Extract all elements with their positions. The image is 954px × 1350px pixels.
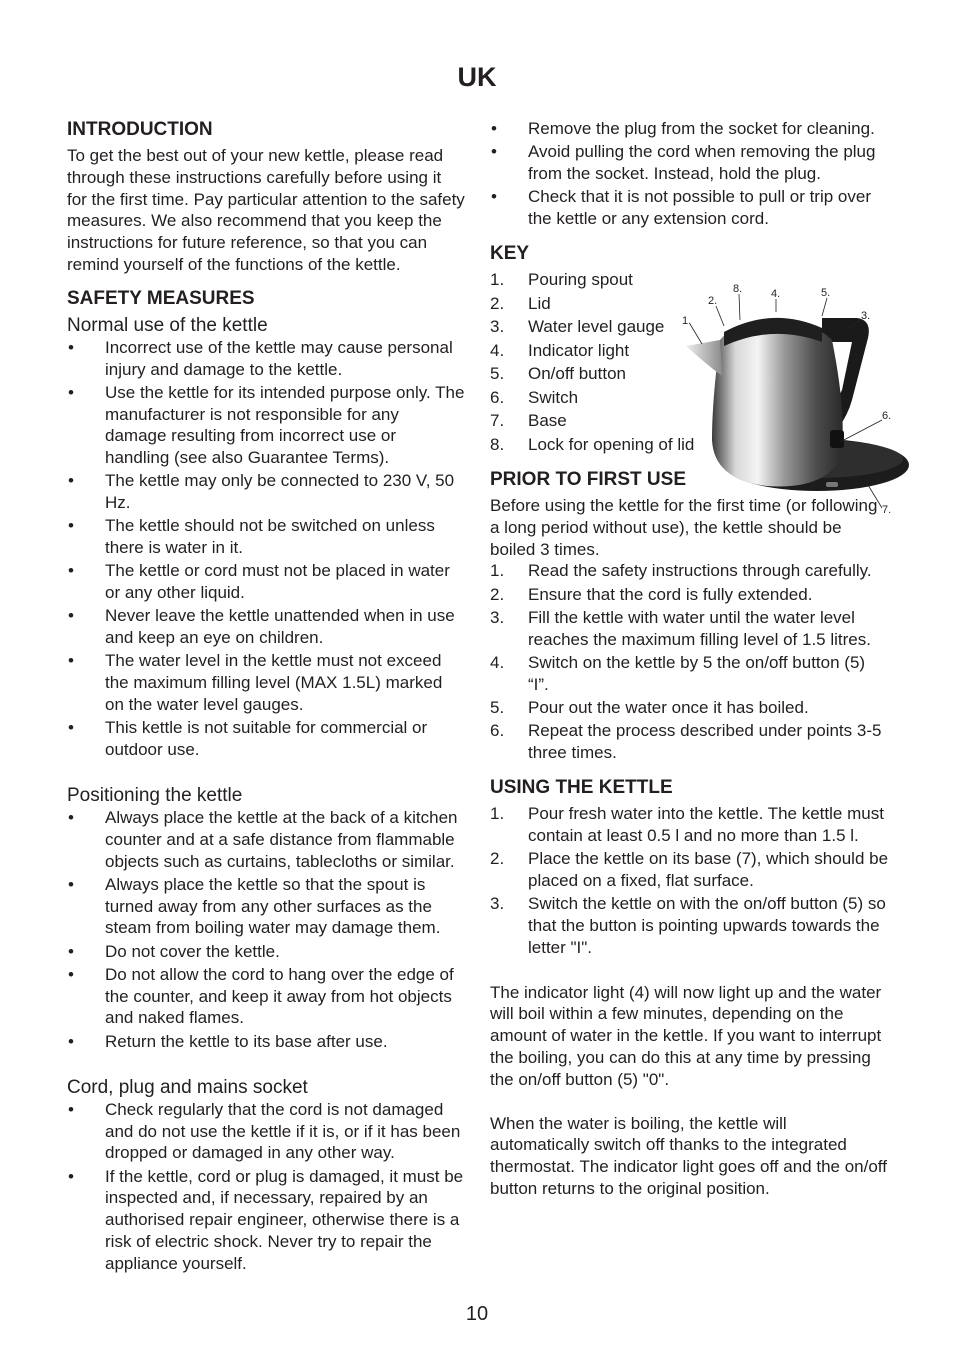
list-item: • Do not allow the cord to hang over the edge of the counter, and keep it away from hot objects and naked flames. [68, 964, 454, 1028]
key-heading: KEY [490, 243, 530, 265]
callout-7: 7. [882, 504, 892, 516]
positioning-subheading: Positioning the kettle [67, 785, 243, 807]
list-item: • Always place the kettle at the back of a kitchen counter and at a safe distance from flammable objects such as curtains, tablecloths or similar. [68, 808, 458, 871]
key-item: 4. Indicator light [490, 340, 630, 360]
using-paragraph: The indicator light (4) will now light up and the water will boil within a few minutes, depending on the amount of water in the kettle. If you want to interrupt the boiling, you can do this at any time by pressing the on/off button (5) "0". [490, 982, 882, 1089]
language-label: UK [457, 62, 497, 92]
list-item: 3. Fill the kettle with water until the water level reaches the maximum filling level of 1.5 litres. [490, 607, 871, 649]
list-item: 3. Switch the kettle on with the on/off button (5) so that the button is pointing upwards towards the letter "I". [490, 893, 886, 957]
list-item: • This kettle is not suitable for commercial or outdoor use. [68, 718, 428, 759]
safety-heading: SAFETY MEASURES [67, 287, 255, 309]
key-item: 3. Water level gauge [490, 317, 665, 337]
list-item: • Always place the kettle so that the spout is turned away from any other surfaces as the steam from boiling water may damage them. [68, 874, 441, 938]
callout-4: 4. [771, 288, 781, 300]
prior-intro: Before using the kettle for the first time (or following a long period without use), the kettle should be boiled 3 times. [490, 496, 878, 559]
list-item: • Do not cover the kettle. [68, 941, 280, 961]
list-item: 2. Ensure that the cord is fully extended. [490, 584, 813, 604]
prior-heading: PRIOR TO FIRST USE [490, 469, 687, 491]
key-item: 2. Lid [490, 293, 551, 313]
kettle-body [712, 320, 843, 486]
cord-list [67, 1099, 465, 1275]
kettle-illustration [672, 280, 912, 520]
callout-1: 1. [682, 315, 692, 327]
list-item: • Return the kettle to its base after use. [68, 1031, 388, 1051]
list-item: • The kettle or cord must not be placed in water or any other liquid. [68, 561, 450, 603]
key-item: 6. Switch [490, 387, 579, 407]
callout-8: 8. [733, 283, 743, 295]
page-number: 10 [465, 1303, 489, 1325]
using-list [490, 803, 890, 958]
list-item: 1. Read the safety instructions through carefully. [490, 561, 872, 581]
left-column [67, 118, 465, 1276]
key-item: 8. Lock for opening of lid [490, 434, 695, 454]
list-item: • Use the kettle for its intended purpose only. The manufacturer is not responsible for any damage resulting from incorrect use or handling (see also Guarantee Terms). [68, 382, 465, 468]
list-item: 2. Place the kettle on its base (7), which should be placed on a fixed, flat surface. [490, 848, 889, 890]
list-item: 1. Pour fresh water into the kettle. The kettle must contain at least 0.5 l and no more than 1.5 l. [490, 803, 884, 845]
kettle-spout [686, 340, 722, 376]
list-item: • Remove the plug from the socket for cleaning. [491, 119, 875, 138]
callout-6: 6. [882, 410, 892, 422]
positioning-list [67, 807, 465, 1052]
using-heading: USING THE KETTLE [490, 776, 673, 798]
introduction-heading: INTRODUCTION [67, 119, 213, 140]
list-item: • Check regularly that the cord is not damaged and do not use the kettle if it is, or if it has been dropped or damaged in any other way. [68, 1099, 461, 1163]
list-item: • If the kettle, cord or plug is damaged, it must be inspected and, if necessary, repaired by an authorised repair engineer, otherwise there is a risk of electric shock. Never try to repair the appliance yourself. [68, 1166, 464, 1273]
normal-use-list [67, 337, 465, 761]
list-item: • Avoid pulling the cord when removing the plug from the socket. Instead, hold the plug. [491, 142, 876, 183]
list-item: 4. Switch on the kettle by 5 the on/off button (5) “I”. [490, 652, 866, 694]
list-item: 6. Repeat the process described under points 3-5 three times. [490, 720, 882, 762]
cord-subheading: Cord, plug and mains socket [67, 1076, 308, 1098]
list-item: • The kettle may only be connected to 230 V, 50 Hz. [68, 471, 455, 513]
introduction-text: To get the best out of your new kettle, please read through these instructions carefully before using it for the first time. Pay particular attention to the safety measures. We also recommend that you keep the instructions for future reference, so that you can remind yourself of the functions of the kettle. [67, 146, 465, 274]
kettle-switch [830, 430, 844, 448]
callout-3: 3. [861, 310, 871, 322]
callout-5: 5. [821, 287, 831, 299]
key-item: 7. Base [490, 411, 567, 431]
list-item: 5. Pour out the water once it has boiled. [490, 697, 809, 717]
prior-list [490, 560, 890, 763]
key-item: 5. On/off button [490, 364, 626, 384]
cord-list-continued [490, 118, 890, 230]
list-item: • Never leave the kettle unattended when in use and keep an eye on children. [68, 606, 455, 648]
callout-2: 2. [708, 295, 718, 307]
normal-use-subheading: Normal use of the kettle [67, 314, 268, 336]
list-item: • The kettle should not be switched on unless there is water in it. [68, 516, 435, 558]
list-item: • Check that it is not possible to pull or trip over the kettle or any extension cord. [491, 187, 871, 228]
list-item: • The water level in the kettle must not exceed the maximum filling level (MAX 1.5L) marked on the water level gauges. [68, 651, 443, 714]
key-item: 1. Pouring spout [490, 270, 633, 290]
using-paragraph: When the water is boiling, the kettle will automatically switch off thanks to the integrated thermostat. The indicator light goes off and the on/off button returns to the original position. [490, 1113, 887, 1199]
list-item: • Incorrect use of the kettle may cause personal injury and damage to the kettle. [68, 337, 453, 379]
